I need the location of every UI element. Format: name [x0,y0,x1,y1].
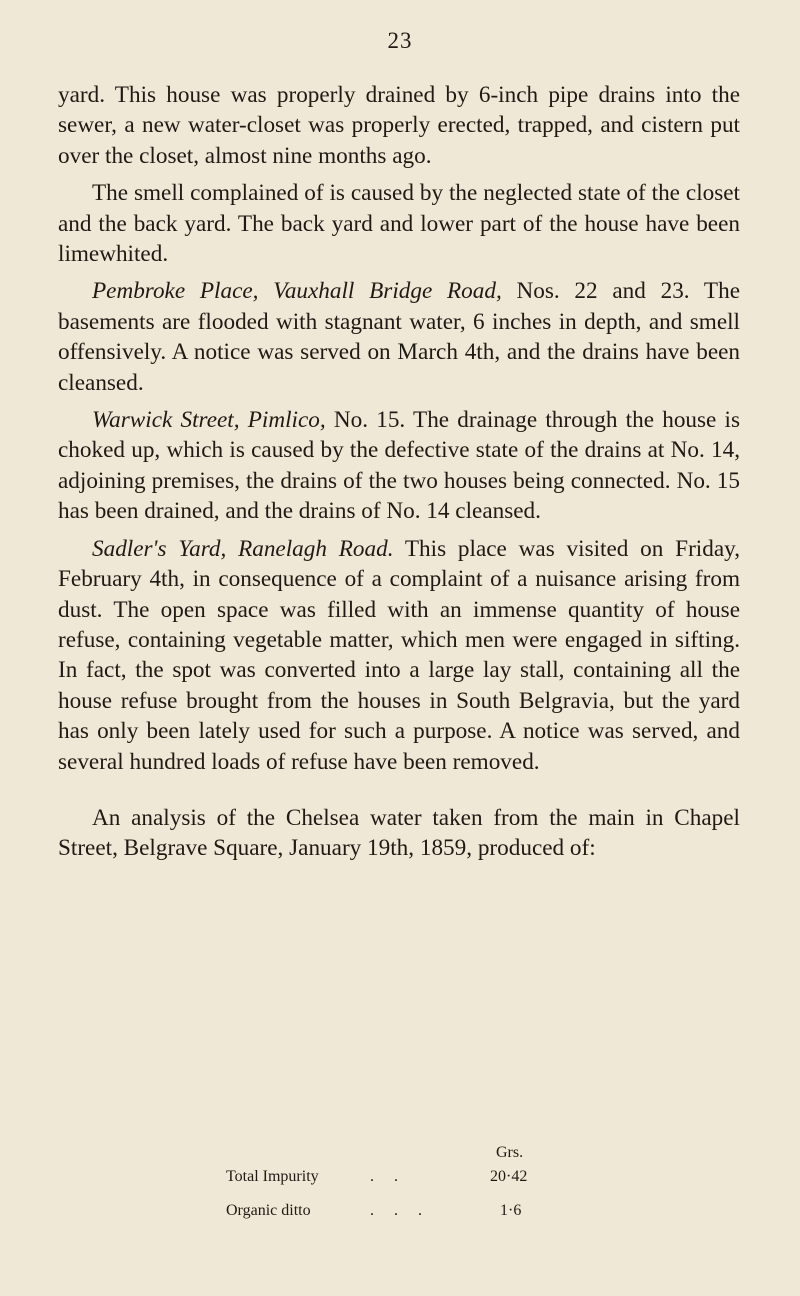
analysis-dots: . . . [370,1202,430,1219]
page-number: 23 [387,28,413,53]
paragraph-analysis: An analysis of the Chelsea water taken from the main in Chapel Street, Belgrave Square, January 19th, 1859, produced of: [58,804,740,862]
analysis-value: 1·6 [500,1202,522,1219]
paragraph-sadlers [58,534,740,777]
analysis-value: 20·42 [490,1168,528,1185]
paragraph-sadlers-text: This place was visited on Friday, February 4th, in consequence of a complaint of a nuisance arising from dust. The open space was filled with an immense quantity of house refuse, containing vegetable matter, which men were engaged in sifting. In fact, the spot was converted into a large lay stall, containing all the house refuse brought from the houses in South Belgravia, but the yard has only been lately used for such a purpose. A notice was served, and several hundred loads of refuse have been removed. [58,535,741,775]
analysis-dots: . . [370,1168,406,1185]
analysis-label: Total Impurity [226,1168,319,1185]
analysis-label: Organic ditto [226,1202,311,1219]
paragraph-continuation: yard. This house was properly drained by 6-inch pipe drains into the sewer, a new water-closet was properly erected, trapped, and cistern put over the closet, almost nine months ago. [58,82,740,169]
place-name-warwick: Warwick Street, Pimlico, [92,407,326,434]
analysis-row-organic [0,1202,800,1232]
place-name-sadlers: Sadler's Yard, Ranelagh Road. [92,535,394,562]
analysis-row-total [0,1168,800,1198]
body-text [58,80,740,871]
paragraph-warwick-text: No. 15. The drainage through the house is choked up, which is caused by the defective state of the drains at No. 14, adjoining premises, the drains of the two houses being connected. No. 15 has been drained, and the drains of No. 14 cleansed. [58,407,741,525]
analysis-unit: Grs. [496,1144,524,1161]
paragraph-smell: The smell complained of is caused by the neglected state of the closet and the back yard. The back yard and lower part of the house have been limewhited. [58,180,740,268]
paragraph-pembroke [58,276,740,398]
paragraph-warwick [58,405,740,527]
paragraph-pembroke-text: Nos. 22 and 23. The basements are flooded with stagnant water, 6 inches in depth, and smell offensively. A notice was served on March 4th, and the drains have been cleansed. [58,278,740,396]
place-name-pembroke: Pembroke Place, Vauxhall Bridge Road, [92,278,502,305]
